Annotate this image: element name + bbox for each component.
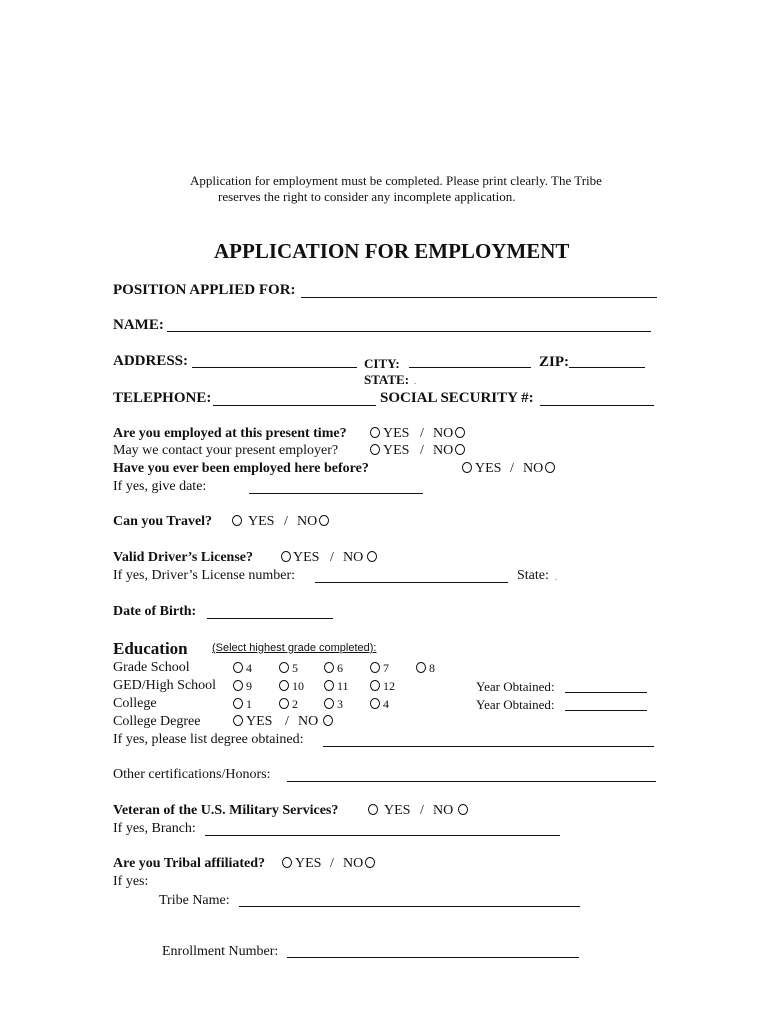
grade-9-option[interactable]: 9 <box>233 679 252 694</box>
ssn-field[interactable] <box>540 405 654 406</box>
license-no-option[interactable]: NO <box>343 550 380 566</box>
ged-year-field[interactable] <box>565 692 647 693</box>
grade-5-option[interactable]: 5 <box>279 661 298 676</box>
radio-icon[interactable] <box>365 857 375 868</box>
veteran-question: Veteran of the U.S. Military Services? <box>113 803 339 818</box>
branch-field[interactable] <box>205 835 560 836</box>
tribal-question: Are you Tribal affiliated? <box>113 856 266 871</box>
employed-before-no-option[interactable]: NO <box>523 461 558 477</box>
college-degree-label: College Degree <box>113 714 201 729</box>
radio-icon[interactable] <box>455 444 465 455</box>
notice-line-1: Application for employment must be completed. Please print clearly. The Tribe <box>190 173 602 188</box>
degree-no-option[interactable]: NO <box>298 714 336 730</box>
college-year-field[interactable] <box>565 710 647 711</box>
grade-7-option[interactable]: 7 <box>370 661 389 676</box>
contact-employer-question: May we contact your present employer? <box>113 443 339 458</box>
tribal-separator: / <box>330 856 334 871</box>
travel-question: Can you Travel? <box>113 514 213 529</box>
radio-icon[interactable] <box>545 462 555 473</box>
license-yes-option[interactable]: YES <box>281 550 319 566</box>
degree-list-label: If yes, please list degree obtained: <box>113 732 304 747</box>
telephone-field[interactable] <box>213 405 376 406</box>
dob-label: Date of Birth: <box>113 604 197 619</box>
employed-yes-option[interactable]: YES <box>370 426 409 442</box>
radio-icon[interactable] <box>370 427 380 438</box>
city-label: CITY: <box>364 356 400 371</box>
radio-icon[interactable] <box>462 462 472 473</box>
employed-separator: / <box>420 426 424 441</box>
radio-icon[interactable] <box>279 680 289 691</box>
state-label: STATE: <box>364 372 410 387</box>
grade-8-option[interactable]: 8 <box>416 661 435 676</box>
travel-separator: / <box>284 514 288 529</box>
enrollment-field[interactable] <box>287 957 579 958</box>
radio-icon[interactable] <box>324 662 334 673</box>
give-date-label: If yes, give date: <box>113 479 207 494</box>
travel-yes-option[interactable]: YES <box>232 514 274 530</box>
radio-icon[interactable] <box>368 804 378 815</box>
travel-no-option[interactable]: NO <box>297 514 332 530</box>
college-label: College <box>113 696 157 711</box>
radio-icon[interactable] <box>324 680 334 691</box>
radio-icon[interactable] <box>416 662 426 673</box>
radio-icon[interactable] <box>281 551 291 562</box>
address-label: ADDRESS: <box>113 353 189 369</box>
radio-icon[interactable] <box>367 551 377 562</box>
page-title: APPLICATION FOR EMPLOYMENT <box>214 239 570 263</box>
position-label: POSITION APPLIED FOR: <box>113 282 296 298</box>
radio-icon[interactable] <box>323 715 333 726</box>
other-cert-label: Other certifications/Honors: <box>113 767 271 782</box>
radio-icon[interactable] <box>233 680 243 691</box>
radio-icon[interactable] <box>324 698 334 709</box>
license-separator: / <box>330 550 334 565</box>
radio-icon[interactable] <box>279 698 289 709</box>
license-question: Valid Driver’s License? <box>113 550 253 565</box>
radio-icon[interactable] <box>455 427 465 438</box>
radio-icon[interactable] <box>233 662 243 673</box>
grade-6-option[interactable]: 6 <box>324 661 343 676</box>
radio-icon[interactable] <box>370 698 380 709</box>
grade-12-option[interactable]: 12 <box>370 679 395 694</box>
license-state-label: State: <box>517 568 549 583</box>
telephone-label: TELEPHONE: <box>113 390 212 406</box>
tribal-yes-option[interactable]: YES <box>282 856 321 872</box>
degree-yes-option[interactable]: YES <box>233 714 272 730</box>
radio-icon[interactable] <box>370 662 380 673</box>
college-2-option[interactable]: 2 <box>279 697 298 712</box>
employed-before-question: Have you ever been employed here before? <box>113 461 369 476</box>
college-4-option[interactable]: 4 <box>370 697 389 712</box>
license-number-label: If yes, Driver’s License number: <box>113 568 296 583</box>
give-date-field[interactable] <box>249 493 423 494</box>
employed-before-yes-option[interactable]: YES <box>462 461 501 477</box>
contact-separator: / <box>420 443 424 458</box>
other-cert-field[interactable] <box>287 781 656 782</box>
grade-11-option[interactable]: 11 <box>324 679 349 694</box>
radio-icon[interactable] <box>282 857 292 868</box>
radio-icon[interactable] <box>319 515 329 526</box>
enrollment-label: Enrollment Number: <box>162 944 279 959</box>
radio-icon[interactable] <box>370 444 380 455</box>
position-field[interactable] <box>301 297 657 298</box>
radio-icon[interactable] <box>370 680 380 691</box>
tribe-name-field[interactable] <box>239 906 580 907</box>
grade-school-label: Grade School <box>113 660 190 675</box>
tribal-no-option[interactable]: NO <box>343 856 378 872</box>
contact-no-option[interactable]: NO <box>433 443 468 459</box>
college-1-option[interactable]: 1 <box>233 697 252 712</box>
ssn-label: SOCIAL SECURITY #: <box>380 390 534 406</box>
name-label: NAME: <box>113 317 164 333</box>
veteran-no-option[interactable]: NO <box>433 803 471 819</box>
dob-field[interactable] <box>207 618 333 619</box>
zip-label: ZIP: <box>539 354 569 370</box>
radio-icon[interactable] <box>232 515 242 526</box>
ged-year-label: Year Obtained: <box>476 679 555 694</box>
radio-icon[interactable] <box>233 698 243 709</box>
college-3-option[interactable]: 3 <box>324 697 343 712</box>
college-year-label: Year Obtained: <box>476 697 555 712</box>
employed-no-option[interactable]: NO <box>433 426 468 442</box>
name-field[interactable] <box>167 331 651 332</box>
branch-label: If yes, Branch: <box>113 821 196 836</box>
ged-label: GED/High School <box>113 678 217 693</box>
veteran-yes-option[interactable]: YES <box>368 803 410 819</box>
grade-10-option[interactable]: 10 <box>279 679 304 694</box>
education-hint: (Select highest grade completed): <box>212 642 377 654</box>
address-field[interactable] <box>192 367 357 368</box>
tribal-if-yes-label: If yes: <box>113 874 149 889</box>
state-field[interactable]: . <box>414 376 417 386</box>
license-number-field[interactable] <box>315 582 508 583</box>
veteran-separator: / <box>420 803 424 818</box>
city-field[interactable] <box>409 367 531 368</box>
license-state-field[interactable]: . <box>555 572 558 582</box>
employed-before-separator: / <box>510 461 514 476</box>
grade-4-option[interactable]: 4 <box>233 661 252 676</box>
degree-separator: / <box>285 714 289 729</box>
contact-yes-option[interactable]: YES <box>370 443 409 459</box>
employed-question: Are you employed at this present time? <box>113 426 347 441</box>
zip-field[interactable] <box>569 367 645 368</box>
education-heading: Education <box>113 639 188 658</box>
radio-icon[interactable] <box>458 804 468 815</box>
notice-line-2: reserves the right to consider any incomplete application. <box>218 189 516 204</box>
tribe-name-label: Tribe Name: <box>159 893 230 908</box>
radio-icon[interactable] <box>233 715 243 726</box>
radio-icon[interactable] <box>279 662 289 673</box>
degree-list-field[interactable] <box>323 746 654 747</box>
